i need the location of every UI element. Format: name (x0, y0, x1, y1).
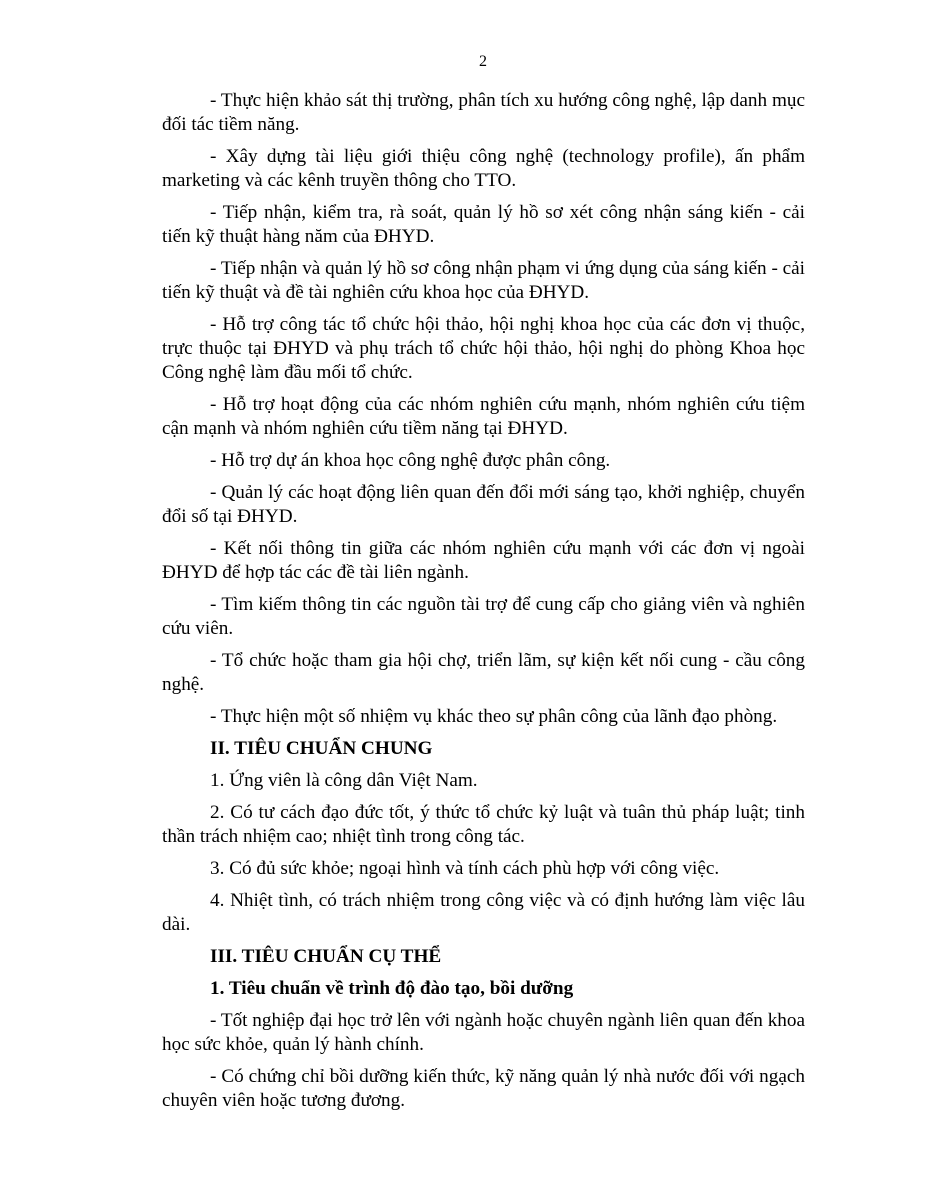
requirement-item: - Tốt nghiệp đại học trở lên với ngành hoặc chuyên ngành liên quan đến khoa học sức khỏe, quản lý hành chính. (162, 1010, 805, 1055)
task-item: - Hỗ trợ hoạt động của các nhóm nghiên cứu mạnh, nhóm nghiên cứu tiệm cận mạnh và nhóm nghiên cứu tiềm năng tại ĐHYD. (162, 394, 805, 439)
task-item: - Tổ chức hoặc tham gia hội chợ, triển lãm, sự kiện kết nối cung - cầu công nghệ. (162, 650, 805, 695)
task-item: - Tìm kiếm thông tin các nguồn tài trợ để cung cấp cho giảng viên và nghiên cứu viên. (162, 594, 805, 639)
task-item: - Tiếp nhận, kiểm tra, rà soát, quản lý hồ sơ xét công nhận sáng kiến - cải tiến kỹ thuật hàng năm của ĐHYD. (162, 202, 805, 247)
standard-item: 1. Ứng viên là công dân Việt Nam. (210, 770, 478, 791)
task-item: - Hỗ trợ dự án khoa học công nghệ được phân công. (210, 450, 611, 471)
task-item: - Xây dựng tài liệu giới thiệu công nghệ (technology profile), ấn phẩm marketing và các kênh truyền thông cho TTO. (162, 146, 805, 191)
task-item: - Thực hiện một số nhiệm vụ khác theo sự phân công của lãnh đạo phòng. (210, 706, 778, 727)
section-heading-general-standards: II. TIÊU CHUẨN CHUNG (210, 738, 433, 759)
task-item: - Tiếp nhận và quản lý hồ sơ công nhận phạm vi ứng dụng của sáng kiến - cải tiến kỹ thuật và đề tài nghiên cứu khoa học của ĐHYD. (162, 258, 805, 303)
task-item: - Thực hiện khảo sát thị trường, phân tích xu hướng công nghệ, lập danh mục đối tác tiềm năng. (162, 90, 805, 135)
requirement-item: - Có chứng chỉ bồi dưỡng kiến thức, kỹ năng quản lý nhà nước đối với ngạch chuyên viên hoặc tương đương. (162, 1066, 805, 1111)
standard-item: 4. Nhiệt tình, có trách nhiệm trong công việc và có định hướng làm việc lâu dài. (162, 890, 805, 935)
task-item: - Hỗ trợ công tác tổ chức hội thảo, hội nghị khoa học của các đơn vị thuộc, trực thuộc tại ĐHYD và phụ trách tổ chức hội thảo, hội nghị do phòng Khoa học Công nghệ làm đầu mối tổ chức. (162, 314, 805, 383)
page-number: 2 (479, 53, 487, 70)
document-body (162, 89, 805, 1121)
task-item: - Kết nối thông tin giữa các nhóm nghiên cứu mạnh với các đơn vị ngoài ĐHYD để hợp tác các đề tài liên ngành. (162, 538, 805, 583)
task-item: - Quản lý các hoạt động liên quan đến đổi mới sáng tạo, khởi nghiệp, chuyển đổi số tại ĐHYD. (162, 482, 805, 527)
standard-item: 2. Có tư cách đạo đức tốt, ý thức tổ chức kỷ luật và tuân thủ pháp luật; tinh thần trách nhiệm cao; nhiệt tình trong công tác. (162, 802, 805, 847)
section-heading-specific-standards: III. TIÊU CHUẨN CỤ THỂ (210, 946, 442, 967)
subsection-heading-education: 1. Tiêu chuẩn về trình độ đào tạo, bồi dưỡng (210, 978, 574, 999)
standard-item: 3. Có đủ sức khỏe; ngoại hình và tính cách phù hợp với công việc. (210, 858, 720, 879)
